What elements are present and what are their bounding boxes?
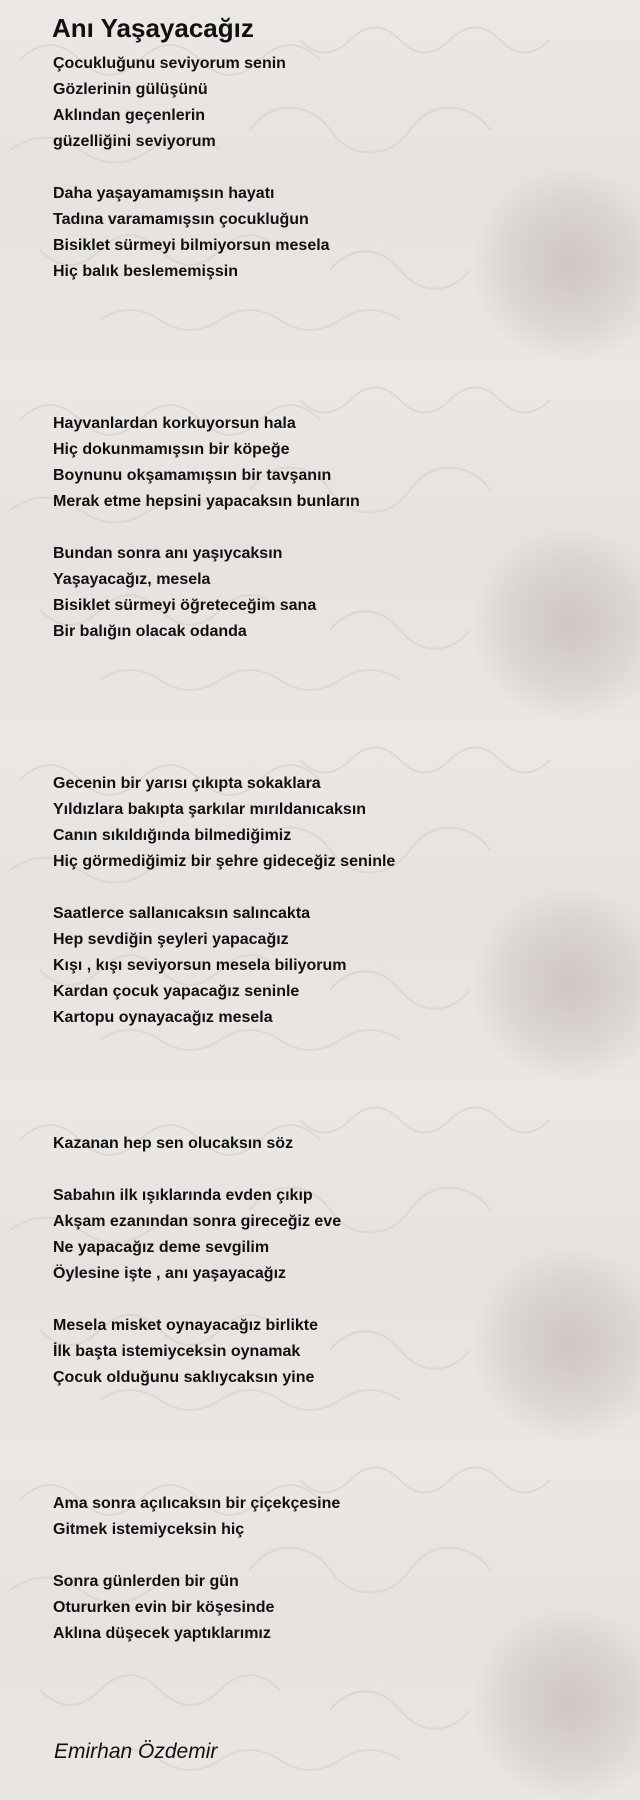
poem-line: Kardan çocuk yapacağız seninle [53,983,300,1000]
poem-line: Saatlerce sallanıcaksın salıncakta [53,905,311,922]
poem-line: Kartopu oynayacağız mesela [53,1009,273,1026]
poem-line: Ama sonra açılıcaksın bir çiçekçesine [53,1495,341,1512]
poem-line: Hiç balık beslememişsin [53,263,238,280]
poem-line: Kışı , kışı seviyorsun mesela biliyorum [53,957,347,974]
poem-line: Bisiklet sürmeyi bilmiyorsun mesela [53,237,330,254]
poem-line: Bundan sonra anı yaşıycaksın [53,545,283,562]
poem-line: Yaşayacağız, mesela [53,571,211,588]
poem-line: Hiç görmediğimiz bir şehre gideceğiz seninle [53,853,396,870]
poem-line: Öylesine işte , anı yaşayacağız [53,1265,287,1282]
poem-line: İlk başta istemiyceksin oynamak [53,1343,301,1360]
poem-line: Boynunu okşamamışsın bir tavşanın [53,467,332,484]
poem-title: Anı Yaşayacağız [52,13,254,43]
poem-line: Hiç dokunmamışsın bir köpeğe [53,441,290,458]
poem-line: Canın sıkıldığında bilmediğimiz [53,827,292,844]
poem-line: Gözlerinin gülüşünü [53,81,208,98]
poem-line: Daha yaşayamamışsın hayatı [53,185,275,202]
poem-author: Emirhan Özdemir [54,1740,218,1763]
poem-line: Aklına düşecek yaptıklarımız [53,1625,271,1642]
poem-line: Sabahın ilk ışıklarında evden çıkıp [53,1187,313,1204]
poem-line: Ne yapacağız deme sevgilim [53,1239,270,1256]
poem-line: Gecenin bir yarısı çıkıpta sokaklara [53,775,321,792]
poem-line: Otururken evin bir köşesinde [53,1599,275,1616]
poem-line: Tadına varamamışsın çocukluğun [53,211,309,228]
poem-line: Yıldızlara bakıpta şarkılar mırıldanıcaksın [53,801,367,818]
poem-line: Kazanan hep sen olucaksın söz [53,1135,294,1152]
poem-line: Hayvanlardan korkuyorsun hala [53,415,296,432]
poem-line: Hep sevdiğin şeyleri yapacağız [53,931,289,948]
poem-line: Çocuk olduğunu saklıycaksın yine [53,1369,315,1386]
poem-line: Bir balığın olacak odanda [53,623,247,640]
poem-line: Gitmek istemiyceksin hiç [53,1521,245,1538]
poem-line: Sonra günlerden bir gün [53,1573,239,1590]
poem-line: Bisiklet sürmeyi öğreteceğim sana [53,597,317,614]
poem-line: Aklından geçenlerin [53,107,206,124]
poem-line: Merak etme hepsini yapacaksın bunların [53,493,360,510]
poem-line: güzelliğini seviyorum [53,133,216,150]
poem-line: Akşam ezanından sonra gireceğiz eve [53,1213,342,1230]
poem-line: Çocukluğunu seviyorum senin [53,55,286,72]
poem-line: Mesela misket oynayacağız birlikte [53,1317,319,1334]
